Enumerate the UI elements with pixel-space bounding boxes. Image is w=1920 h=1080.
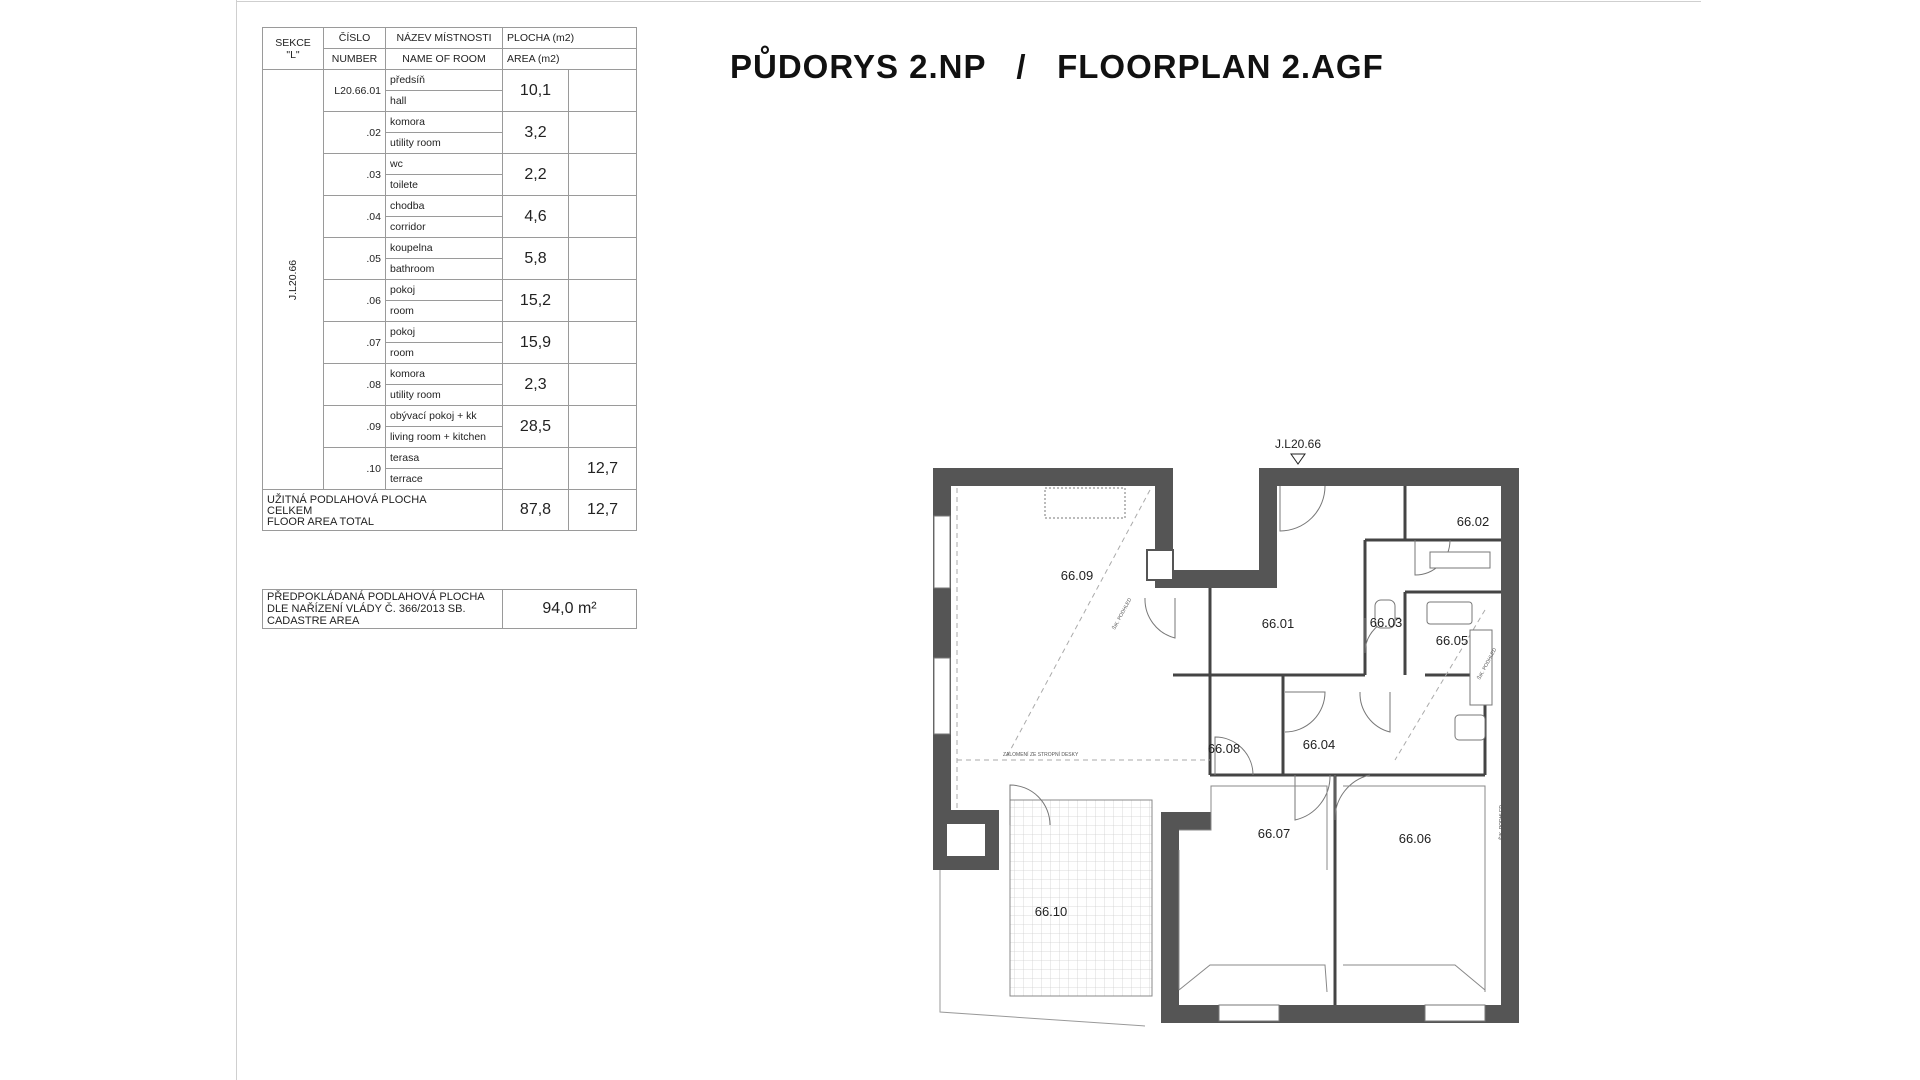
room-terrace-area [569,322,637,364]
area-header-en: AREA (m2) [503,49,637,70]
room-name-cz: pokoj [386,280,503,301]
room-area: 3,2 [503,112,569,154]
room-name-en: utility room [386,385,503,406]
room-terrace-area: 12,7 [569,448,637,490]
section-cell [263,70,324,490]
room-name-cz: pokoj [386,322,503,343]
room-terrace-area [569,70,637,112]
room-terrace-area [569,238,637,280]
sheet-border-left [236,0,237,1080]
total-label [263,490,503,531]
section-header-cz: SEKCE [275,36,311,49]
room-terrace-area [569,196,637,238]
room-area [503,448,569,490]
entrance-label: J.L20.66 [1274,437,1322,451]
room-name-en: toilete [386,175,503,196]
note-slope-1: ŠIK. PODHLED [1111,597,1134,631]
room-area: 15,2 [503,280,569,322]
section-header-value: "L" [286,48,300,61]
room-number: .07 [324,322,386,364]
entrance-marker [1275,437,1321,464]
total-label-3: FLOOR AREA TOTAL [267,515,374,528]
room-label-09: 66.09 [1060,568,1094,583]
room-label-08: 66.08 [1207,741,1241,756]
note-slope-2: ŠIK. PODHLED [1476,647,1499,681]
cadastre-line-1: PŘEDPOKLÁDANÁ PODLAHOVÁ PLOCHA [267,591,485,603]
room-label-04: 66.04 [1302,737,1336,752]
room-label-01: 66.01 [1261,616,1295,631]
room-number: L20.66.01 [324,70,386,112]
room-label-06: 66.06 [1398,831,1432,846]
room-label-07: 66.07 [1257,826,1291,841]
room-area: 15,9 [503,322,569,364]
room-terrace-area [569,280,637,322]
total-terrace: 12,7 [569,490,637,531]
room-area: 28,5 [503,406,569,448]
table-row [263,70,637,91]
cadastre-value: 94,0 m² [503,590,637,629]
room-name-cz: komora [386,112,503,133]
name-header-cz: NÁZEV MÍSTNOSTI [386,28,503,49]
room-name-en: hall [386,91,503,112]
cadastre-line-3: CADASTRE AREA [267,615,360,627]
room-name-en: bathroom [386,259,503,280]
room-terrace-area [569,154,637,196]
total-area: 87,8 [503,490,569,531]
room-area: 2,2 [503,154,569,196]
room-label-05: 66.05 [1435,633,1469,648]
floor-plan [925,430,1565,1030]
room-number: .04 [324,196,386,238]
room-number: .10 [324,448,386,490]
room-table [262,27,637,531]
room-name-cz: koupelna [386,238,503,259]
room-name-cz: předsíň [386,70,503,91]
room-number: .06 [324,280,386,322]
room-name-cz: komora [386,364,503,385]
room-label-10: 66.10 [1034,904,1068,919]
attic-outline [1179,786,1485,992]
page-title: PŮDORYS 2.NP / FLOORPLAN 2.AGF [730,48,1384,85]
room-terrace-area [569,406,637,448]
room-terrace-area [569,112,637,154]
room-name-cz: wc [386,154,503,175]
room-label-02: 66.02 [1456,514,1490,529]
room-area: 10,1 [503,70,569,112]
room-name-en: living room + kitchen [386,427,503,448]
room-number: .08 [324,364,386,406]
room-number: .05 [324,238,386,280]
room-area: 4,6 [503,196,569,238]
name-header-en: NAME OF ROOM [386,49,503,70]
cadastre-label [263,590,503,629]
number-header-en: NUMBER [324,49,386,70]
sheet-border-top [236,1,1701,2]
total-label-1: UŽITNÁ PODLAHOVÁ PLOCHA [267,493,427,506]
room-name-cz: chodba [386,196,503,217]
section-label: J.L20.66 [286,259,299,300]
room-name-en: corridor [386,217,503,238]
total-label-2: CELKEM [267,504,313,517]
note-ceiling: ZALOMENÍ ZE STROPNÍ DESKY [1003,752,1079,758]
room-name-cz: obývací pokoj + kk [386,406,503,427]
room-area: 5,8 [503,238,569,280]
room-area: 2,3 [503,364,569,406]
room-name-en: terrace [386,469,503,490]
room-terrace-area [569,364,637,406]
note-slope-3: ŠIK. PODHLED [1499,804,1505,840]
room-name-cz: terasa [386,448,503,469]
area-header-cz: PLOCHA (m2) [503,28,637,49]
room-name-en: room [386,301,503,322]
room-number: .09 [324,406,386,448]
section-header [263,28,324,70]
room-number: .02 [324,112,386,154]
room-label-03: 66.03 [1369,615,1403,630]
number-header-cz: ČÍSLO [324,28,386,49]
room-number: .03 [324,154,386,196]
cadastre-line-2: DLE NAŘÍZENÍ VLÁDY Č. 366/2013 SB. [267,603,466,615]
cadastre-table [262,589,637,629]
room-name-en: utility room [386,133,503,154]
room-name-en: room [386,343,503,364]
